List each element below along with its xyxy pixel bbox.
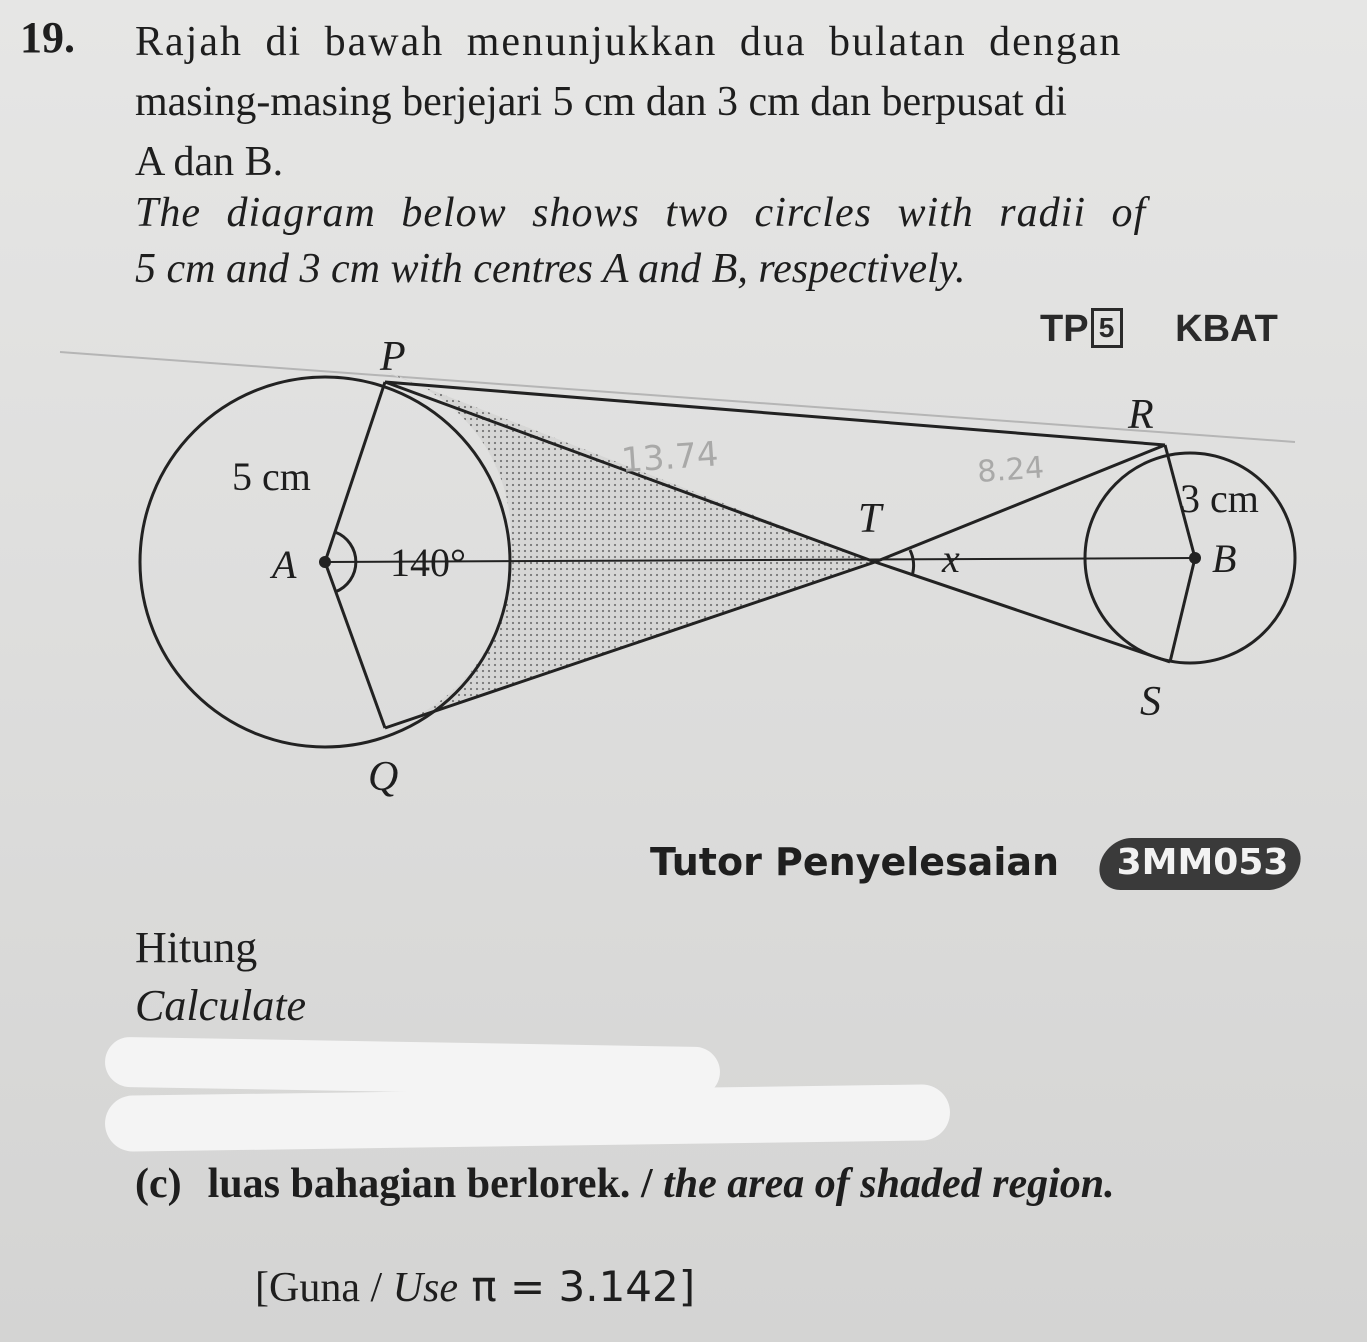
label-P: P — [380, 334, 406, 380]
kbat-tag: KBAT — [1175, 308, 1278, 350]
two-circles-diagram — [0, 320, 1367, 820]
part-c-separator: / — [630, 1161, 664, 1207]
tangent-TS — [875, 562, 1170, 662]
malay-line-2: masing-masing berjejari 5 cm dan 3 cm dan berpusat di — [135, 79, 1067, 125]
tangent-line-top — [60, 352, 1295, 442]
malay-line-1: Rajah di bawah menunjukkan dua bulatan dengan — [135, 19, 1123, 65]
handwritten-note-1: 13.74 — [619, 434, 720, 481]
question-text-malay — [135, 12, 1285, 192]
handwritten-note-2: 8.24 — [976, 450, 1046, 490]
instruction-english: Calculate — [135, 981, 307, 1030]
tutor-code: 3MM053 — [1116, 842, 1289, 883]
instruction-malay: Hitung — [135, 923, 258, 972]
part-c — [135, 1160, 1355, 1208]
radius-AP — [325, 382, 385, 562]
redaction-stroke-2 — [105, 1084, 951, 1152]
part-c-english: the area of shaded region. — [663, 1161, 1115, 1207]
tp-level-box: 5 — [1091, 308, 1123, 348]
part-c-label: (c) — [135, 1161, 182, 1207]
label-radius-A: 5 cm — [232, 454, 311, 499]
tutor-label: Tutor Penyelesaian — [650, 840, 1060, 884]
label-angle-140: 140° — [390, 540, 466, 585]
angle-arc-T — [910, 550, 914, 576]
english-line-1: The diagram below shows two circles with radii of — [135, 190, 1147, 236]
label-T: T — [858, 496, 882, 542]
label-S: S — [1140, 679, 1161, 725]
use-pi-open: [Guna / — [255, 1265, 393, 1311]
label-B: B — [1212, 536, 1237, 581]
use-pi-use: Use — [392, 1265, 458, 1311]
malay-line-3: A dan B. — [135, 139, 284, 185]
radius-AQ — [325, 562, 385, 728]
label-x: x — [942, 536, 960, 581]
english-line-2: 5 cm and 3 cm with centres A and B, respectively. — [135, 246, 966, 292]
centre-B-dot — [1189, 552, 1201, 564]
question-text-english — [135, 185, 1285, 297]
label-radius-B: 3 cm — [1180, 476, 1259, 521]
question-number: 19. — [20, 13, 75, 62]
tp-tag-label: TP — [1040, 308, 1089, 350]
use-pi-note — [255, 1262, 695, 1312]
part-c-malay: luas bahagian berlorek. — [207, 1161, 631, 1207]
centre-A-dot — [319, 556, 331, 568]
use-pi-expression: π = 3.142] — [457, 1262, 696, 1311]
label-R: R — [1128, 392, 1154, 438]
radius-BS — [1170, 558, 1195, 662]
label-A: A — [272, 542, 297, 587]
label-Q: Q — [368, 754, 399, 800]
